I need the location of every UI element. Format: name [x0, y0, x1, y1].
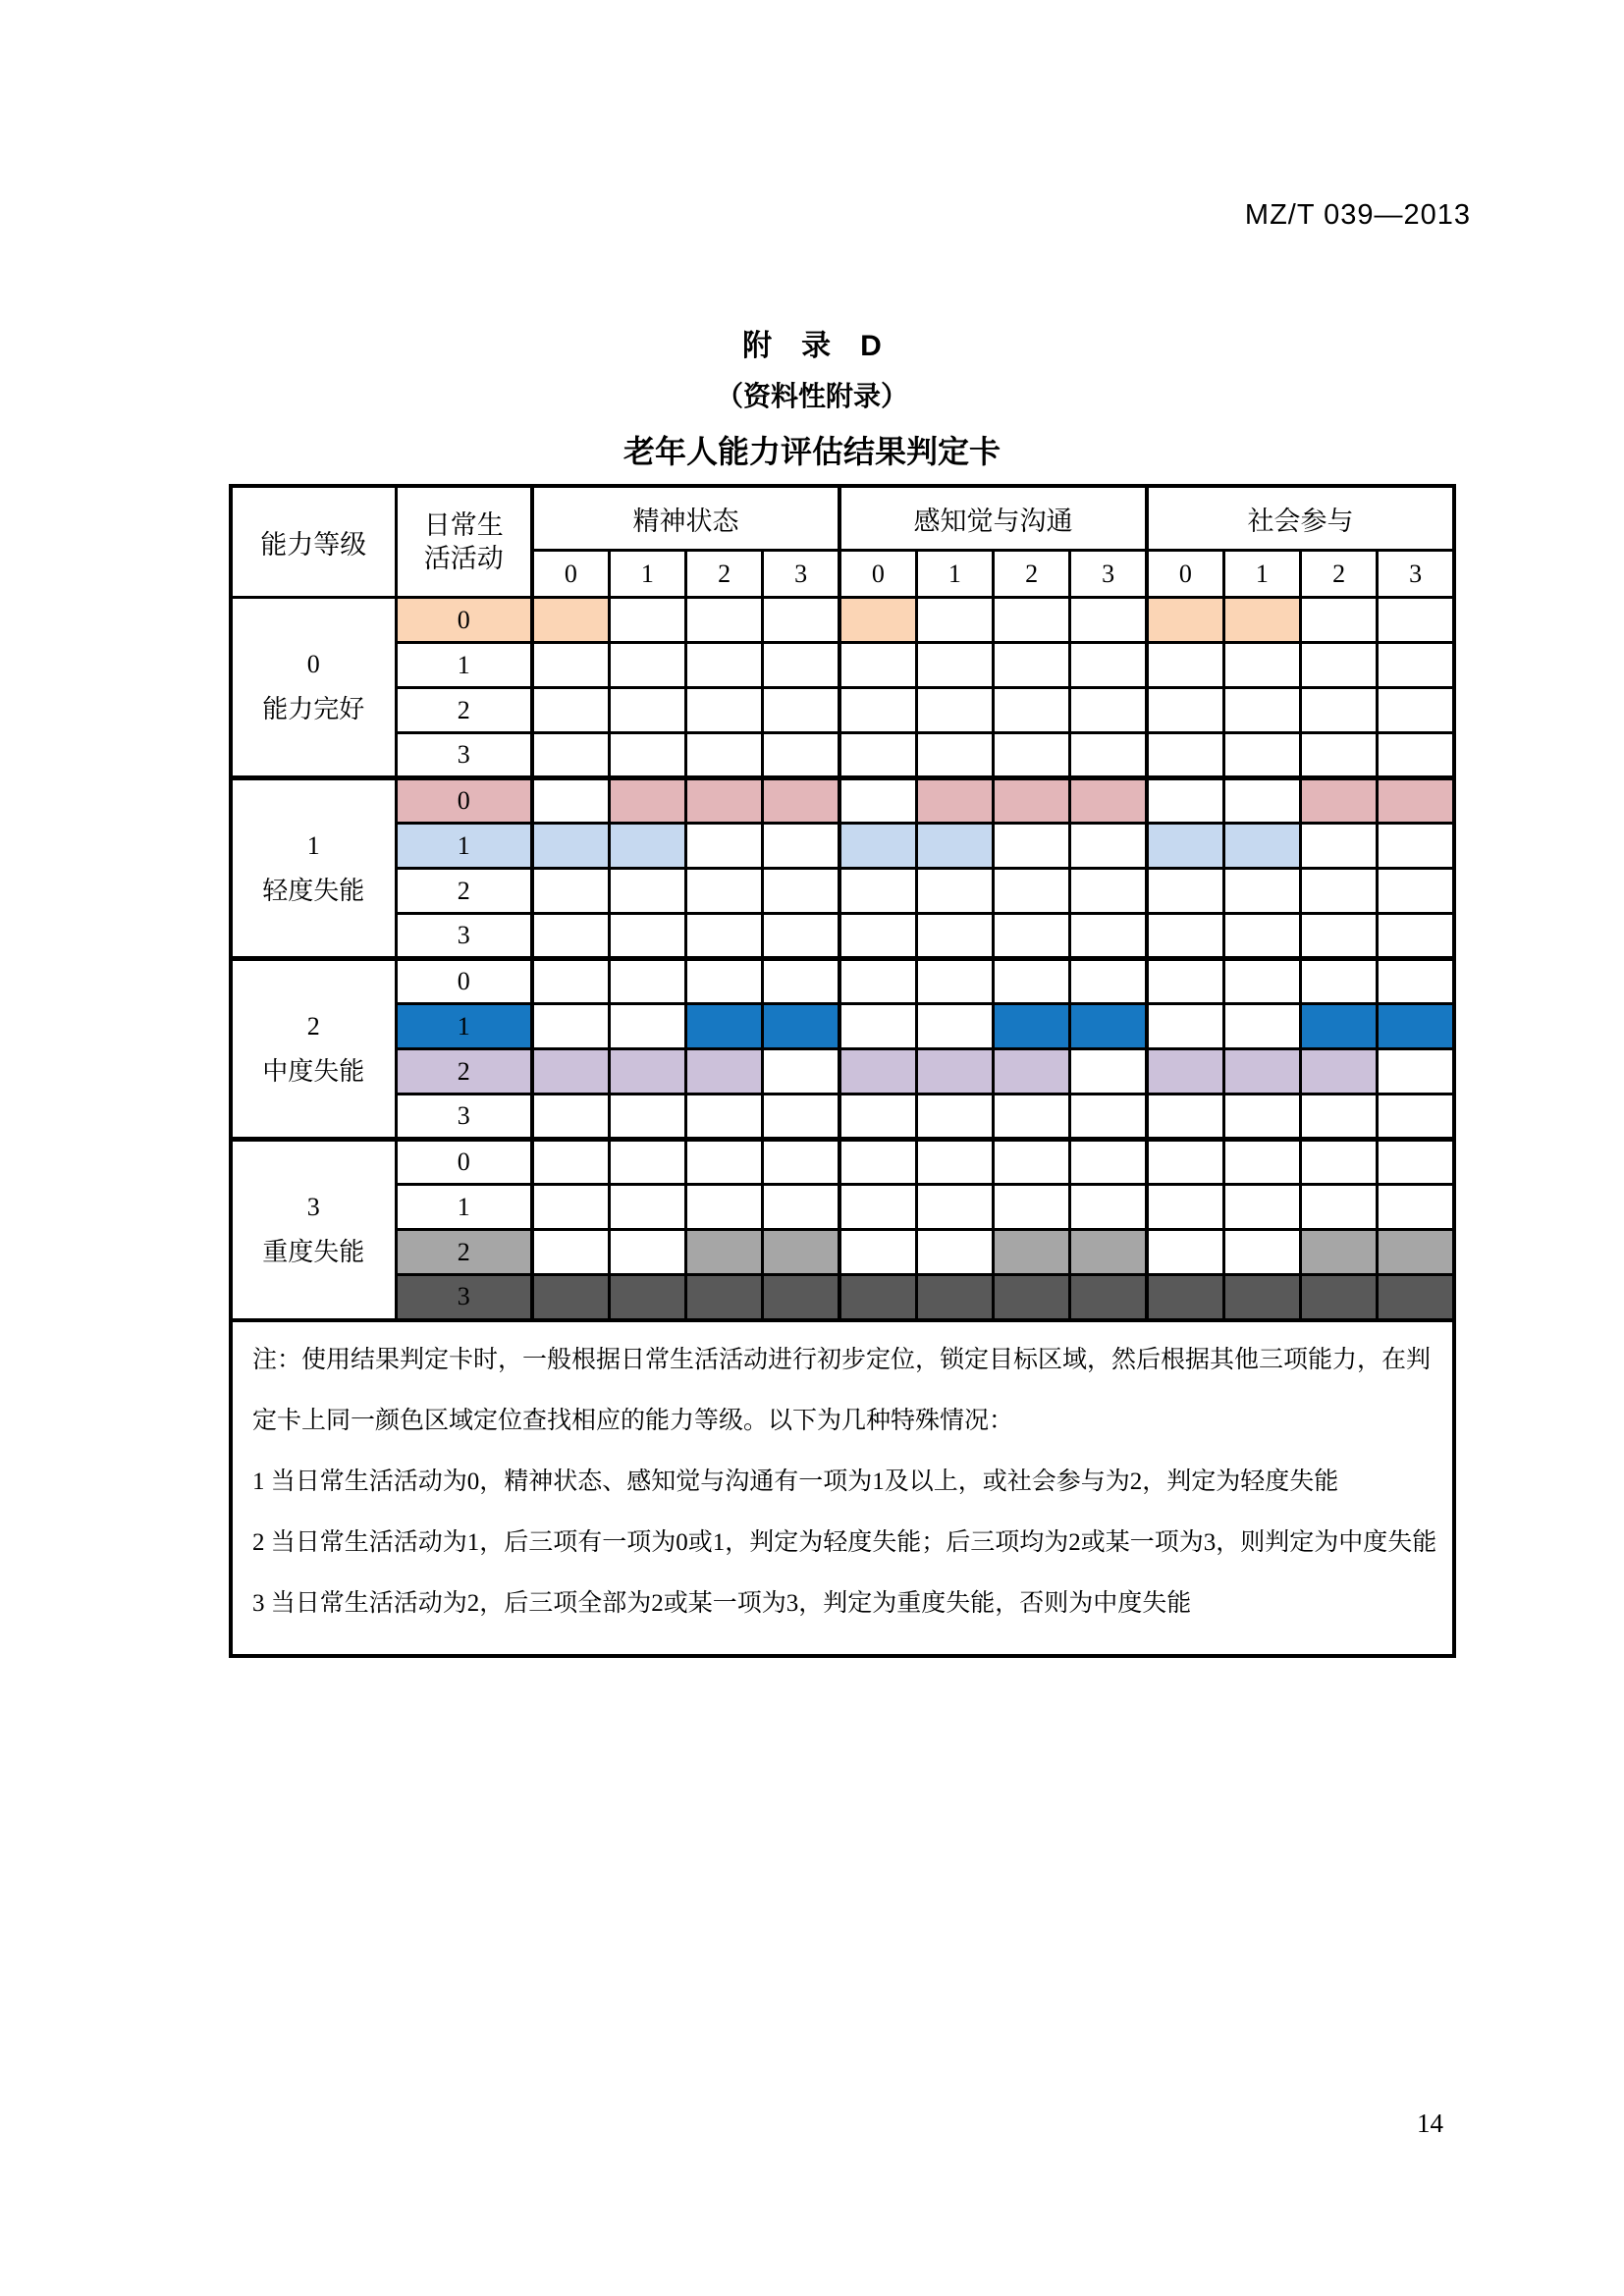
grid-cell [916, 959, 993, 1004]
header-adl-line2: 活活动 [423, 544, 504, 573]
grid-cell [532, 824, 609, 869]
adl-score-cell: 3 [396, 914, 532, 959]
grid-cell [916, 598, 993, 643]
grid-cell [686, 733, 763, 778]
subheader-score-2: 2 [686, 551, 763, 598]
grid-cell [1070, 824, 1147, 869]
header-ability-level: 能力等级 [231, 486, 396, 598]
grid-cell [1378, 598, 1454, 643]
grid-cell [839, 778, 916, 824]
grid-cell [1147, 1004, 1223, 1049]
grid-cell [532, 914, 609, 959]
grid-cell [994, 1275, 1070, 1320]
grid-row [231, 914, 1454, 959]
grid-cell [1147, 688, 1223, 733]
note-line-3: 1 当日常生活活动为0，精神状态、感知觉与沟通有一项为1及以上，或社会参与为2，判定为轻度失能 [252, 1468, 1339, 1495]
grid-cell [532, 598, 609, 643]
grid-cell [1378, 1275, 1454, 1320]
grid-cell [994, 733, 1070, 778]
grid-cell [609, 643, 685, 688]
grid-cell [1223, 778, 1300, 824]
grid-cell [1147, 778, 1223, 824]
grid-cell [609, 778, 685, 824]
grid-cell [1147, 869, 1223, 914]
level-name: 轻度失能 [262, 876, 365, 905]
grid-cell [839, 914, 916, 959]
grid-cell [1223, 643, 1300, 688]
grid-cell [1223, 1049, 1300, 1095]
notes-box [229, 1322, 1456, 1658]
subheader-score-1: 1 [916, 551, 993, 598]
grid-cell [1378, 959, 1454, 1004]
level-cell-1 [231, 778, 396, 959]
grid-cell [916, 733, 993, 778]
result-card-table [229, 484, 1456, 1322]
determination-card [229, 484, 1456, 1658]
grid-cell [916, 1185, 993, 1230]
grid-cell [1223, 733, 1300, 778]
adl-score-cell: 0 [396, 959, 532, 1004]
grid-cell [1147, 1185, 1223, 1230]
grid-cell [686, 643, 763, 688]
grid-cell [994, 914, 1070, 959]
note-line-4: 2 当日常生活活动为1，后三项有一项为0或1，判定为轻度失能；后三项均为2或某一项为3，则判定为中度失能 [252, 1528, 1437, 1556]
grid-cell [839, 959, 916, 1004]
header-mental-state: 精神状态 [532, 486, 839, 551]
grid-row [231, 1140, 1454, 1185]
adl-score-cell: 3 [396, 1275, 532, 1320]
grid-row [231, 1004, 1454, 1049]
level-cell-3 [231, 1140, 396, 1320]
appendix-type-label: （资料性附录） [715, 381, 908, 411]
grid-cell [1147, 1095, 1223, 1140]
grid-cell [916, 778, 993, 824]
grid-cell [994, 1185, 1070, 1230]
grid-cell [839, 643, 916, 688]
grid-cell [609, 914, 685, 959]
grid-cell [609, 959, 685, 1004]
grid-cell [763, 643, 839, 688]
grid-cell [686, 598, 763, 643]
grid-cell [686, 688, 763, 733]
grid-cell [763, 869, 839, 914]
subheader-score-0: 0 [532, 551, 609, 598]
grid-cell [1301, 643, 1378, 688]
header-daily-living-activities [396, 486, 532, 598]
grid-cell [763, 1004, 839, 1049]
grid-cell [1301, 1004, 1378, 1049]
grid-cell [1070, 688, 1147, 733]
grid-cell [916, 1140, 993, 1185]
grid-cell [916, 1275, 993, 1320]
card-title: 老年人能力评估结果判定卡 [623, 434, 1001, 469]
grid-cell [1147, 914, 1223, 959]
grid-cell [1223, 688, 1300, 733]
grid-row [231, 1095, 1454, 1140]
subheader-score-0: 0 [1147, 551, 1223, 598]
grid-cell [1223, 1185, 1300, 1230]
adl-score-cell: 1 [396, 1185, 532, 1230]
grid-cell [763, 1275, 839, 1320]
adl-score-cell: 2 [396, 869, 532, 914]
grid-cell [1147, 733, 1223, 778]
grid-cell [1301, 778, 1378, 824]
grid-cell [1301, 733, 1378, 778]
grid-cell [532, 1275, 609, 1320]
grid-row [231, 959, 1454, 1004]
grid-cell [1223, 1140, 1300, 1185]
grid-cell [1147, 1275, 1223, 1320]
grid-cell [1301, 1049, 1378, 1095]
grid-cell [686, 1049, 763, 1095]
grid-cell [686, 1004, 763, 1049]
grid-cell [1070, 1095, 1147, 1140]
grid-cell [839, 1185, 916, 1230]
grid-cell [1378, 1185, 1454, 1230]
grid-cell [1378, 643, 1454, 688]
grid-cell [1378, 1049, 1454, 1095]
grid-cell [686, 1230, 763, 1275]
grid-cell [763, 733, 839, 778]
grid-cell [1378, 688, 1454, 733]
grid-cell [1147, 643, 1223, 688]
level-number: 0 [306, 650, 320, 678]
grid-cell [532, 643, 609, 688]
grid-cell [1301, 1275, 1378, 1320]
grid-row [231, 733, 1454, 778]
grid-cell [994, 688, 1070, 733]
appendix-heading: 附 录 D [742, 330, 882, 362]
grid-row [231, 869, 1454, 914]
grid-cell [609, 1140, 685, 1185]
grid-cell [839, 598, 916, 643]
grid-cell [609, 824, 685, 869]
grid-cell [532, 1095, 609, 1140]
adl-score-cell: 0 [396, 598, 532, 643]
note-line-2: 定卡上同一颜色区域定位查找相应的能力等级。以下为几种特殊情况： [252, 1407, 1014, 1434]
grid-cell [1147, 598, 1223, 643]
grid-cell [1070, 1140, 1147, 1185]
grid-cell [763, 959, 839, 1004]
grid-cell [1223, 1004, 1300, 1049]
grid-cell [1147, 1049, 1223, 1095]
grid-row [231, 598, 1454, 643]
grid-cell [686, 824, 763, 869]
grid-cell [1070, 1275, 1147, 1320]
grid-cell [839, 1095, 916, 1140]
grid-cell [994, 1095, 1070, 1140]
grid-cell [1070, 643, 1147, 688]
grid-cell [839, 733, 916, 778]
adl-score-cell: 2 [396, 688, 532, 733]
grid-cell [1301, 959, 1378, 1004]
grid-cell [1378, 869, 1454, 914]
grid-cell [1223, 914, 1300, 959]
grid-cell [686, 1275, 763, 1320]
grid-cell [532, 733, 609, 778]
standard-code: MZ/T 039—2013 [1244, 199, 1471, 231]
grid-cell [532, 688, 609, 733]
subheader-score-3: 3 [1378, 551, 1454, 598]
grid-cell [1147, 1230, 1223, 1275]
grid-cell [1378, 1095, 1454, 1140]
grid-cell [916, 688, 993, 733]
adl-score-cell: 3 [396, 733, 532, 778]
level-cell-0 [231, 598, 396, 778]
header-perception-communication: 感知觉与沟通 [839, 486, 1147, 551]
grid-cell [994, 869, 1070, 914]
adl-score-cell: 1 [396, 824, 532, 869]
grid-cell [1301, 1095, 1378, 1140]
grid-cell [532, 1230, 609, 1275]
grid-cell [686, 1095, 763, 1140]
adl-score-cell: 0 [396, 778, 532, 824]
grid-cell [1070, 959, 1147, 1004]
grid-row [231, 778, 1454, 824]
grid-cell [916, 824, 993, 869]
adl-score-cell: 0 [396, 1140, 532, 1185]
grid-cell [1378, 1140, 1454, 1185]
grid-cell [1301, 824, 1378, 869]
grid-cell [763, 1230, 839, 1275]
grid-cell [1223, 1230, 1300, 1275]
appendix-title-block [0, 321, 1624, 472]
subheader-score-1: 1 [609, 551, 685, 598]
subheader-score-2: 2 [1301, 551, 1378, 598]
grid-cell [609, 688, 685, 733]
level-number: 2 [306, 1011, 320, 1041]
grid-cell [1070, 1004, 1147, 1049]
adl-score-cell: 1 [396, 643, 532, 688]
grid-cell [609, 598, 685, 643]
grid-cell [916, 1049, 993, 1095]
grid-row [231, 1185, 1454, 1230]
grid-row [231, 688, 1454, 733]
grid-cell [1070, 598, 1147, 643]
grid-row [231, 643, 1454, 688]
grid-cell [916, 1230, 993, 1275]
grid-cell [839, 1049, 916, 1095]
grid-cell [1378, 1004, 1454, 1049]
grid-cell [686, 1140, 763, 1185]
grid-cell [1378, 778, 1454, 824]
grid-cell [994, 959, 1070, 1004]
grid-cell [1070, 1185, 1147, 1230]
grid-cell [1223, 959, 1300, 1004]
grid-cell [839, 688, 916, 733]
grid-cell [763, 1140, 839, 1185]
grid-cell [1301, 1230, 1378, 1275]
grid-cell [994, 1230, 1070, 1275]
grid-cell [609, 1230, 685, 1275]
grid-row [231, 1275, 1454, 1320]
grid-cell [532, 1049, 609, 1095]
grid-cell [994, 598, 1070, 643]
subheader-score-2: 2 [994, 551, 1070, 598]
level-name: 中度失能 [262, 1056, 365, 1086]
grid-cell [994, 1049, 1070, 1095]
grid-cell [839, 1140, 916, 1185]
grid-cell [1223, 869, 1300, 914]
header-adl-line1: 日常生 [423, 510, 504, 540]
grid-cell [763, 824, 839, 869]
grid-cell [994, 1140, 1070, 1185]
grid-cell [1070, 733, 1147, 778]
header-social-participation: 社会参与 [1147, 486, 1454, 551]
grid-cell [763, 914, 839, 959]
grid-cell [1223, 1275, 1300, 1320]
grid-cell [532, 1140, 609, 1185]
grid-cell [839, 869, 916, 914]
grid-cell [763, 1095, 839, 1140]
adl-score-cell: 3 [396, 1095, 532, 1140]
grid-cell [1070, 914, 1147, 959]
grid-cell [1223, 1095, 1300, 1140]
grid-cell [994, 778, 1070, 824]
grid-cell [532, 1004, 609, 1049]
note-line-5: 3 当日常生活活动为2，后三项全部为2或某一项为3，判定为重度失能，否则为中度失能 [252, 1589, 1192, 1617]
level-cell-2 [231, 959, 396, 1140]
grid-cell [1070, 1230, 1147, 1275]
grid-cell [1147, 1140, 1223, 1185]
grid-cell [686, 1185, 763, 1230]
grid-cell [839, 1230, 916, 1275]
grid-cell [532, 778, 609, 824]
grid-row [231, 824, 1454, 869]
grid-cell [839, 1275, 916, 1320]
grid-row [231, 1230, 1454, 1275]
adl-score-cell: 1 [396, 1004, 532, 1049]
grid-cell [686, 914, 763, 959]
card-grid-body [231, 598, 1454, 1320]
adl-score-cell: 2 [396, 1230, 532, 1275]
grid-cell [609, 733, 685, 778]
subheader-score-0: 0 [839, 551, 916, 598]
grid-cell [916, 643, 993, 688]
grid-cell [763, 1049, 839, 1095]
grid-cell [1070, 869, 1147, 914]
level-name: 能力完好 [262, 695, 365, 723]
grid-cell [686, 869, 763, 914]
grid-cell [763, 1185, 839, 1230]
grid-cell [1301, 914, 1378, 959]
grid-cell [916, 914, 993, 959]
grid-cell [609, 1185, 685, 1230]
note-line-1: 注：使用结果判定卡时，一般根据日常生活活动进行初步定位，锁定目标区域，然后根据其他三项能力，在判 [252, 1346, 1432, 1373]
grid-cell [1223, 824, 1300, 869]
page-number: 14 [1417, 2109, 1443, 2138]
grid-cell [609, 1275, 685, 1320]
grid-cell [1301, 1140, 1378, 1185]
grid-cell [763, 778, 839, 824]
subheader-score-3: 3 [1070, 551, 1147, 598]
grid-cell [609, 869, 685, 914]
subheader-score-1: 1 [1223, 551, 1300, 598]
grid-cell [1223, 598, 1300, 643]
grid-cell [609, 1004, 685, 1049]
level-name: 重度失能 [262, 1237, 365, 1266]
grid-cell [686, 778, 763, 824]
grid-cell [916, 1095, 993, 1140]
grid-cell [532, 869, 609, 914]
grid-cell [1378, 733, 1454, 778]
adl-score-cell: 2 [396, 1049, 532, 1095]
grid-cell [994, 1004, 1070, 1049]
grid-cell [1301, 688, 1378, 733]
grid-cell [1070, 1049, 1147, 1095]
grid-cell [839, 824, 916, 869]
grid-cell [1378, 914, 1454, 959]
grid-cell [686, 959, 763, 1004]
grid-cell [916, 869, 993, 914]
grid-cell [1301, 598, 1378, 643]
grid-cell [532, 959, 609, 1004]
grid-cell [1378, 824, 1454, 869]
grid-cell [532, 1185, 609, 1230]
grid-cell [609, 1049, 685, 1095]
grid-cell [994, 824, 1070, 869]
grid-cell [763, 688, 839, 733]
grid-row [231, 1049, 1454, 1095]
grid-cell [1147, 959, 1223, 1004]
grid-cell [1378, 1230, 1454, 1275]
grid-cell [1147, 824, 1223, 869]
grid-cell [1070, 778, 1147, 824]
grid-cell [763, 598, 839, 643]
level-number: 1 [306, 830, 320, 860]
level-number: 3 [306, 1192, 320, 1221]
grid-cell [609, 1095, 685, 1140]
grid-cell [839, 1004, 916, 1049]
grid-cell [916, 1004, 993, 1049]
grid-cell [1301, 869, 1378, 914]
subheader-score-3: 3 [763, 551, 839, 598]
grid-cell [994, 643, 1070, 688]
grid-cell [1301, 1185, 1378, 1230]
